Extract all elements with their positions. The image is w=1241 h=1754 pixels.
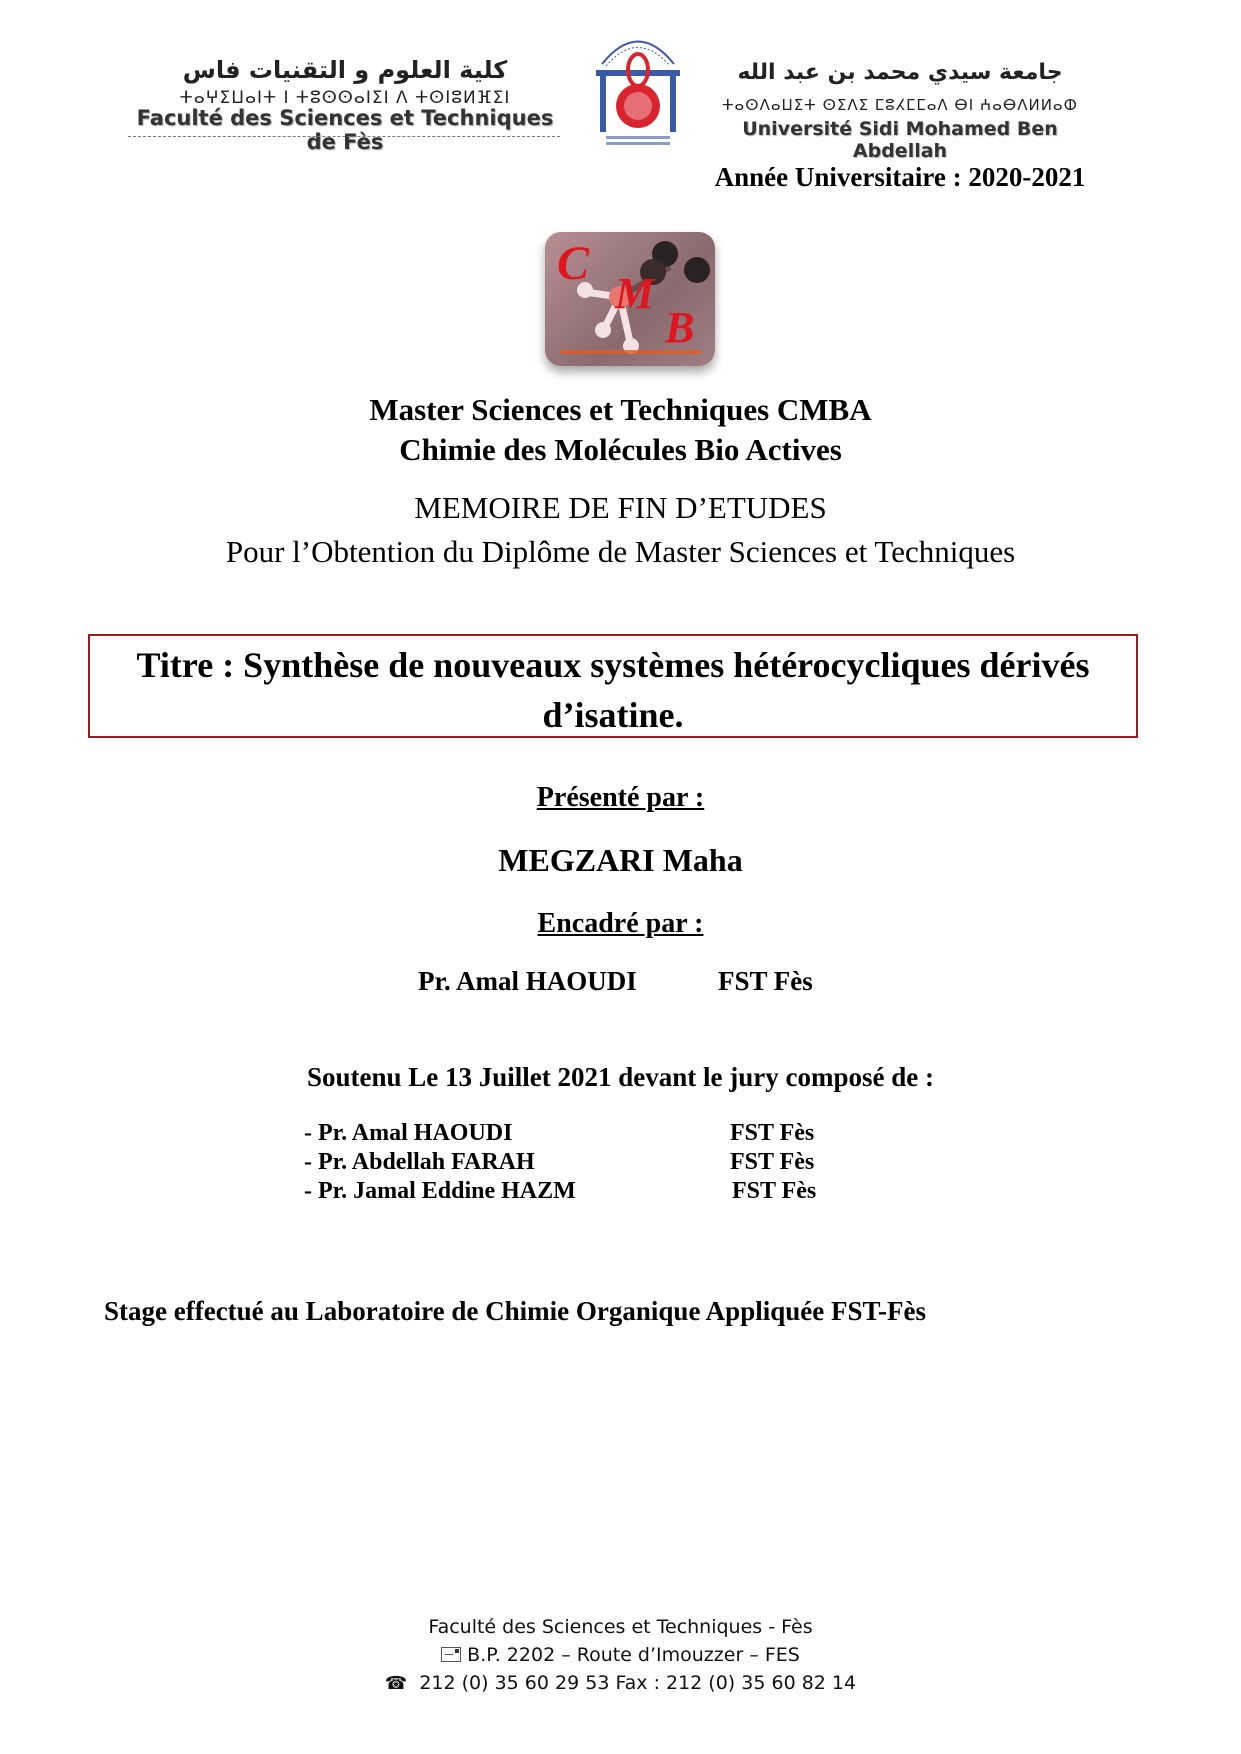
jury-member-affiliation: FST Fès [730,1120,815,1146]
mail-icon [441,1647,461,1662]
fst-tifinagh-name: ⵜⴰⵖⵉⵡⴰⵏⵜ ⵏ ⵜⵓⵙⵙⴰⵏⵉⵏ ⴷ ⵜⵙⵏⵓⵍⴼⵉⵏ [179,88,511,108]
academic-year: Année Universitaire : 2020-2021 [714,162,1086,192]
jury-member-name: - Pr. Amal HAOUDI [304,1120,513,1146]
supervisor-name: Pr. Amal HAOUDI [418,966,637,996]
molecule-logo-icon [545,232,715,366]
phone-icon: ☎ [384,1673,408,1694]
program-title: Master Sciences et Techniques CMBA [369,392,872,427]
jury-member-name: - Pr. Abdellah FARAH [304,1149,535,1175]
jury-member-affiliation: FST Fès [732,1178,817,1204]
cmb-letter-m: M [615,269,655,318]
thesis-title-line-2: d’isatine. [542,695,684,735]
presented-by-label [0,782,1241,814]
fst-arabic-name: كلية العلوم و التقنيات فاس [182,56,508,84]
usmba-emblem-icon [592,24,684,150]
memoire-heading: MEMOIRE DE FIN D’ETUDES [414,490,827,525]
jury-member-name: - Pr. Jamal Eddine HAZM [304,1178,576,1204]
footer-address [0,1644,1241,1666]
usmba-french-name: Université Sidi Mohamed Ben Abdellah [742,118,1058,162]
program-subtitle: Chimie des Molécules Bio Actives [399,432,842,467]
defense-statement: Soutenu Le 13 Juillet 2021 devant le jury composé de : [307,1062,934,1092]
footer-address-text: B.P. 2202 – Route d’Imouzzer – FES [467,1644,800,1666]
thesis-title-line-1: Titre : Synthèse de nouveaux systèmes hétérocycliques dérivés [136,645,1090,685]
presented-by-text: Présenté par : [536,782,705,813]
diploma-purpose: Pour l’Obtention du Diplôme de Master Sciences et Techniques [225,534,1016,569]
internship-statement: Stage effectué au Laboratoire de Chimie Organique Appliquée FST-Fès [104,1296,926,1326]
footer-institution: Faculté des Sciences et Techniques - Fès [428,1616,813,1638]
cmb-letter-c: C [557,237,590,290]
supervised-by-text: Encadré par : [537,908,704,939]
student-name: MEGZARI Maha [498,842,743,878]
jury-member-affiliation: FST Fès [730,1149,815,1175]
footer-phone [0,1672,1241,1694]
cmb-letter-b: B [665,303,695,352]
thesis-title-box [88,634,1138,738]
supervisor-affiliation: FST Fès [718,966,813,996]
footer-phone-text: 212 (0) 35 60 29 53 Fax : 212 (0) 35 60 82 14 [419,1672,857,1694]
fst-underline-divider [128,136,560,137]
usmba-tifinagh-name: ⵜⴰⵙⴷⴰⵡⵉⵜ ⵙⵉⴷⵉ ⵎⵓⵃⵎⵎⴰⴷ ⴱⵏ ⵄⴰⴱⴷⵍⵍⴰⵀ [722,96,1078,114]
supervised-by-label [0,908,1241,940]
fst-french-name: Faculté des Sciences et Techniques de Fès [136,106,554,154]
usmba-arabic-name: جامعة سيدي محمد بن عبد الله [737,60,1063,85]
